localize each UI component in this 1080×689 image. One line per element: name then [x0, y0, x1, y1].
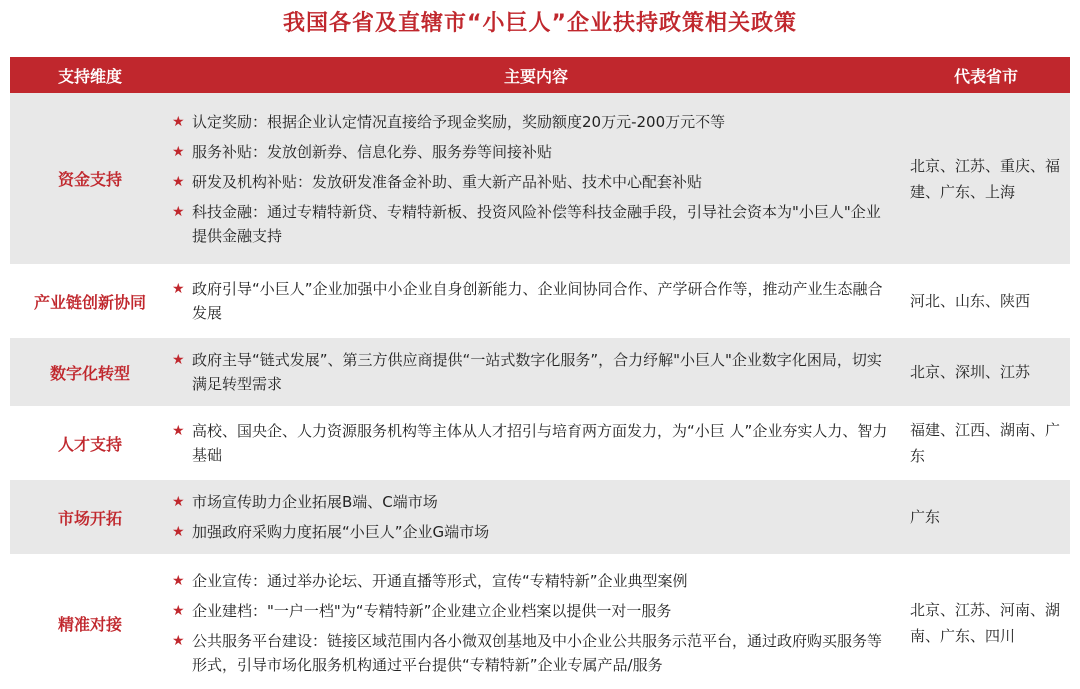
content-cell	[170, 480, 902, 557]
star-icon: ★	[172, 203, 185, 220]
star-icon: ★	[172, 494, 185, 510]
star-icon: ★	[172, 603, 185, 619]
star-icon: ★	[172, 573, 185, 589]
content-cell	[170, 267, 902, 338]
provinces-cell: 广东	[902, 480, 1070, 557]
list-item: ★ 科技金融：通过专精特新贷、专精特新板、投资风险补偿等科技金融手段，引导社会资本为"小巨人"企业提供金融支持	[172, 200, 894, 248]
content-cell	[170, 409, 902, 480]
list-item: ★ 企业建档："一户一档"为“专精特新”企业建立企业档案以提供一对一服务	[172, 599, 894, 623]
header-dimension: 支持维度	[10, 57, 170, 93]
list-item: ★ 公共服务平台建设：链接区域范围内各小微双创基地及中小企业公共服务示范平台，通过政府购买服务等形式，引导市场化服务机构通过平台提供“专精特新”企业专属产品/服务	[172, 629, 894, 677]
provinces-cell: 福建、江西、湖南、广东	[902, 409, 1070, 480]
provinces-cell: 北京、江苏、重庆、福建、广东、上海	[902, 93, 1070, 267]
provinces-cell: 北京、江苏、河南、湖南、广东、四川	[910, 601, 1061, 645]
list-item: ★ 研发及机构补贴：发放研发准备金补助、重大新产品补贴、技术中心配套补贴	[172, 170, 894, 194]
table-row	[10, 93, 1070, 267]
list-item: ★ 认定奖励：根据企业认定情况直接给予现金奖励，奖励额度20万元-200万元不等	[172, 110, 894, 134]
list-item: ★ 市场宣传助力企业拓展B端、C端市场	[172, 490, 894, 514]
header-provinces: 代表省市	[902, 57, 1070, 93]
policy-table	[10, 57, 1070, 689]
star-icon: ★	[172, 113, 185, 130]
star-icon: ★	[172, 281, 185, 297]
list-item: ★ 服务补贴：发放创新券、信息化券、服务券等间接补贴	[172, 140, 894, 164]
star-icon: ★	[172, 633, 185, 649]
dimension-cell: 精准对接	[57, 614, 122, 634]
provinces-cell: 河北、山东、陕西	[902, 267, 1070, 338]
header-content: 主要内容	[170, 57, 902, 93]
table-row	[10, 338, 1070, 409]
star-icon: ★	[172, 352, 185, 368]
list-item: ★ 企业宣传：通过举办论坛、开通直播等形式，宣传“专精特新”企业典型案例	[172, 569, 894, 593]
table-row	[10, 267, 1070, 338]
list-item: ★ 政府引导“小巨人”企业加强中小企业自身创新能力、企业间协同合作、产学研合作等，推动产业生态融合发展	[172, 277, 894, 325]
page-title: 我国各省及直辖市“小巨人”企业扶持政策相关政策	[283, 11, 797, 36]
star-icon: ★	[172, 143, 185, 160]
list-item: ★ 政府主导“链式发展”、第三方供应商提供“一站式数字化服务”，合力纾解"小巨人"企业数字化困局，切实满足转型需求	[172, 348, 894, 396]
provinces-cell: 北京、深圳、江苏	[902, 338, 1070, 409]
list-item: ★ 高校、国央企、人力资源服务机构等主体从人才招引与培育两方面发力，为“小巨 人”企业夯实人力、智力基础	[172, 419, 894, 467]
content-cell	[170, 93, 902, 267]
content-cell	[170, 557, 902, 689]
dimension-cell: 资金支持	[10, 93, 170, 267]
list-item: ★ 加强政府采购力度拓展“小巨人”企业G端市场	[172, 520, 894, 544]
dimension-cell: 市场开拓	[10, 480, 170, 557]
table-row	[10, 480, 1070, 557]
table-header-row	[10, 57, 1070, 93]
star-icon: ★	[172, 173, 185, 190]
table-row	[10, 557, 1070, 689]
content-cell	[170, 338, 902, 409]
dimension-cell: 产业链创新协同	[10, 267, 170, 338]
dimension-cell: 数字化转型	[10, 338, 170, 409]
table-row	[10, 409, 1070, 480]
star-icon: ★	[172, 423, 185, 439]
dimension-cell: 人才支持	[10, 409, 170, 480]
star-icon: ★	[172, 524, 185, 540]
